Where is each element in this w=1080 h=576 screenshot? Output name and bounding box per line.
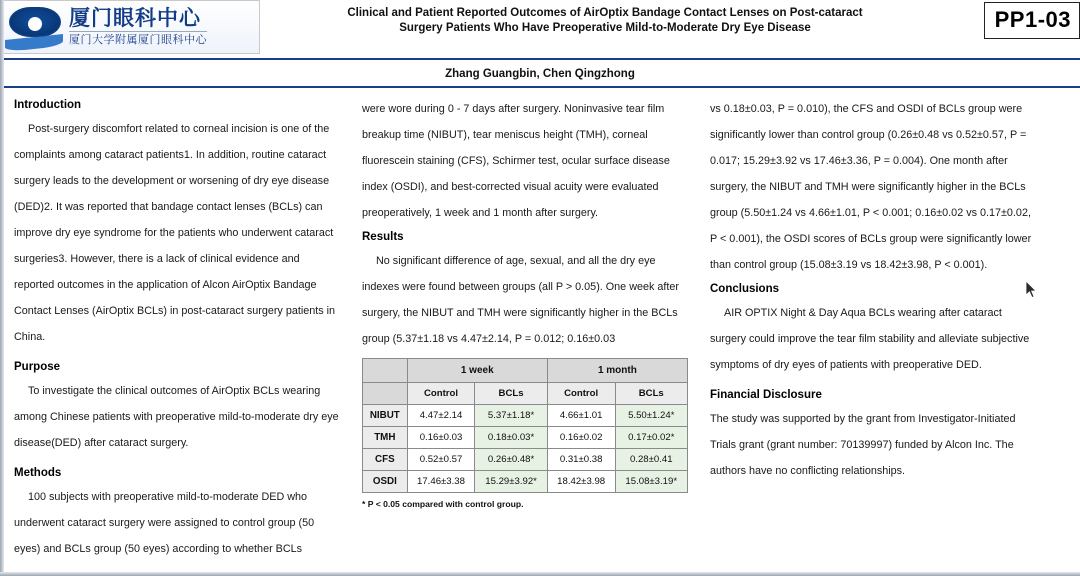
- title-line-1: Clinical and Patient Reported Outcomes of AirOptix Bandage Contact Lenses on Post-cataract: [347, 7, 863, 19]
- poster-code-badge: PP1-03: [984, 2, 1080, 39]
- heading-financial-disclosure: Financial Disclosure: [710, 389, 822, 401]
- text-introduction: Post-surgery discomfort related to corneal incision is one of the complaints among cataract patients1. In addition, routine cataract surgery leads to the development or worsening of dry eye disease (DED)2. It was reported that bandage contact lenses (BCLs) can improve dry eye syndrome for the patients who underwent cataract surgeries3. However, there is a lack of clinical evidence and reported outcomes in the application of Alcon AirOptix Bandage Contact Lenses (AirOptix BCLs) in post-cataract surgery patients in China.: [14, 123, 336, 343]
- table-footnote: * P < 0.05 compared with control group.: [362, 499, 524, 509]
- logo-name-main: 厦门眼科中心: [69, 6, 201, 30]
- table-group-header-1week: 1 week: [407, 359, 547, 383]
- cell-cfs-bcls-1m: 0.28±0.41: [615, 449, 688, 471]
- table-row: [363, 427, 688, 449]
- table-col-header-bcls-1w: BCLs: [475, 383, 547, 405]
- page-title: [260, 0, 1080, 36]
- cell-tmh-control-1w: 0.16±0.03: [407, 427, 475, 449]
- text-purpose: To investigate the clinical outcomes of AirOptix BCLs wearing among Chinese patients with preoperative mild-to-moderate dry eye disease(DED) after cataract surgery.: [14, 385, 339, 449]
- heading-results: Results: [362, 231, 404, 243]
- row-label-tmh: TMH: [363, 427, 408, 449]
- text-results: No significant difference of age, sexual, and all the dry eye indexes were found between groups (all P > 0.05). One week after surgery, the NIBUT and TMH were significantly higher in the BCLs group (5.37±1.18 vs 4.47±2.14, P = 0.012; 0.16±0.03: [362, 255, 680, 345]
- text-financial-disclosure: The study was supported by the grant from Investigator-Initiated Trials grant (grant number: 70139997) funded by Alcon Inc. The authors have no conflicting relationships.: [710, 413, 1016, 477]
- title-line-2: Surgery Patients Who Have Preoperative Mild-to-Moderate Dry Eye Disease: [399, 22, 811, 34]
- poster-columns: [0, 88, 1080, 568]
- cell-osdi-bcls-1w: 15.29±3.92*: [475, 471, 547, 493]
- table-header-row-top: [363, 359, 688, 383]
- text-conclusions: AIR OPTIX Night & Day Aqua BCLs wearing after cataract surgery could improve the tear film stability and alleviate subjective symptoms of dry eyes of patients with preoperative DED.: [710, 307, 1030, 371]
- row-label-osdi: OSDI: [363, 471, 408, 493]
- cell-cfs-control-1m: 0.31±0.38: [547, 449, 615, 471]
- poster-header: [0, 0, 1080, 60]
- heading-conclusions: Conclusions: [710, 283, 780, 295]
- heading-methods: Methods: [14, 467, 62, 479]
- author-list: Zhang Guangbin, Chen Qingzhong: [0, 60, 1080, 88]
- table-header-row-sub: [363, 383, 688, 405]
- table-row: [363, 471, 688, 493]
- results-table: [362, 358, 688, 493]
- row-label-cfs: CFS: [363, 449, 408, 471]
- cell-osdi-bcls-1m: 15.08±3.19*: [615, 471, 688, 493]
- cell-nibut-control-1w: 4.47±2.14: [407, 405, 475, 427]
- text-methods: 100 subjects with preoperative mild-to-moderate DED who underwent cataract surgery were assigned to control group (50 eyes) and BCLs group (50 eyes) according to whether BCLs: [14, 491, 315, 555]
- cell-nibut-bcls-1w: 5.37±1.18*: [475, 405, 547, 427]
- table-group-header-1month: 1 month: [547, 359, 687, 383]
- cell-tmh-control-1m: 0.16±0.02: [547, 427, 615, 449]
- cell-tmh-bcls-1m: 0.17±0.02*: [615, 427, 688, 449]
- table-corner-cell-2: [363, 383, 408, 405]
- table-corner-cell: [363, 359, 408, 383]
- slide-edge-left: [0, 0, 4, 576]
- cell-nibut-bcls-1m: 5.50±1.24*: [615, 405, 688, 427]
- eye-logo-icon: [3, 1, 65, 53]
- logo-text-block: [65, 6, 207, 48]
- text-methods-continued: were wore during 0 - 7 days after surgery. Noninvasive tear film breakup time (NIBUT), tear meniscus height (TMH), corneal fluorescein staining (CFS), Schirmer test, ocular surface disease index (OSDI), and best-corrected visual acuity were evaluated preoperatively, 1 week and 1 month after surgery.: [362, 103, 670, 219]
- table-col-header-control-1m: Control: [547, 383, 615, 405]
- cell-nibut-control-1m: 4.66±1.01: [547, 405, 615, 427]
- cell-tmh-bcls-1w: 0.18±0.03*: [475, 427, 547, 449]
- column-3: [710, 96, 1036, 568]
- table-row: [363, 449, 688, 471]
- column-1: [14, 96, 340, 568]
- cell-osdi-control-1w: 17.46±3.38: [407, 471, 475, 493]
- table-col-header-bcls-1m: BCLs: [615, 383, 688, 405]
- row-label-nibut: NIBUT: [363, 405, 408, 427]
- column-2: [362, 96, 688, 568]
- cell-cfs-bcls-1w: 0.26±0.48*: [475, 449, 547, 471]
- hospital-logo: [2, 0, 260, 54]
- logo-name-sub: 厦门大学附属厦门眼科中心: [69, 31, 207, 48]
- table-col-header-control-1w: Control: [407, 383, 475, 405]
- heading-introduction: Introduction: [14, 99, 82, 111]
- cell-cfs-control-1w: 0.52±0.57: [407, 449, 475, 471]
- table-row: [363, 405, 688, 427]
- text-results-continued: vs 0.18±0.03, P = 0.010), the CFS and OSDI of BCLs group were significantly lower than control group (0.26±0.48 vs 0.52±0.57, P = 0.017; 15.29±3.92 vs 17.46±3.36, P = 0.004). One month after surgery, the NIBUT and TMH were significantly higher in the BCLs group (5.50±1.24 vs 4.66±1.01, P < 0.001; 0.16±0.02 vs 0.17±0.02, P < 0.001), the OSDI scores of BCLs group were significantly lower than control group (15.08±3.19 vs 18.42±3.98, P < 0.001).: [710, 103, 1032, 271]
- heading-purpose: Purpose: [14, 361, 61, 373]
- cell-osdi-control-1m: 18.42±3.98: [547, 471, 615, 493]
- slide-edge-bottom: [0, 572, 1080, 576]
